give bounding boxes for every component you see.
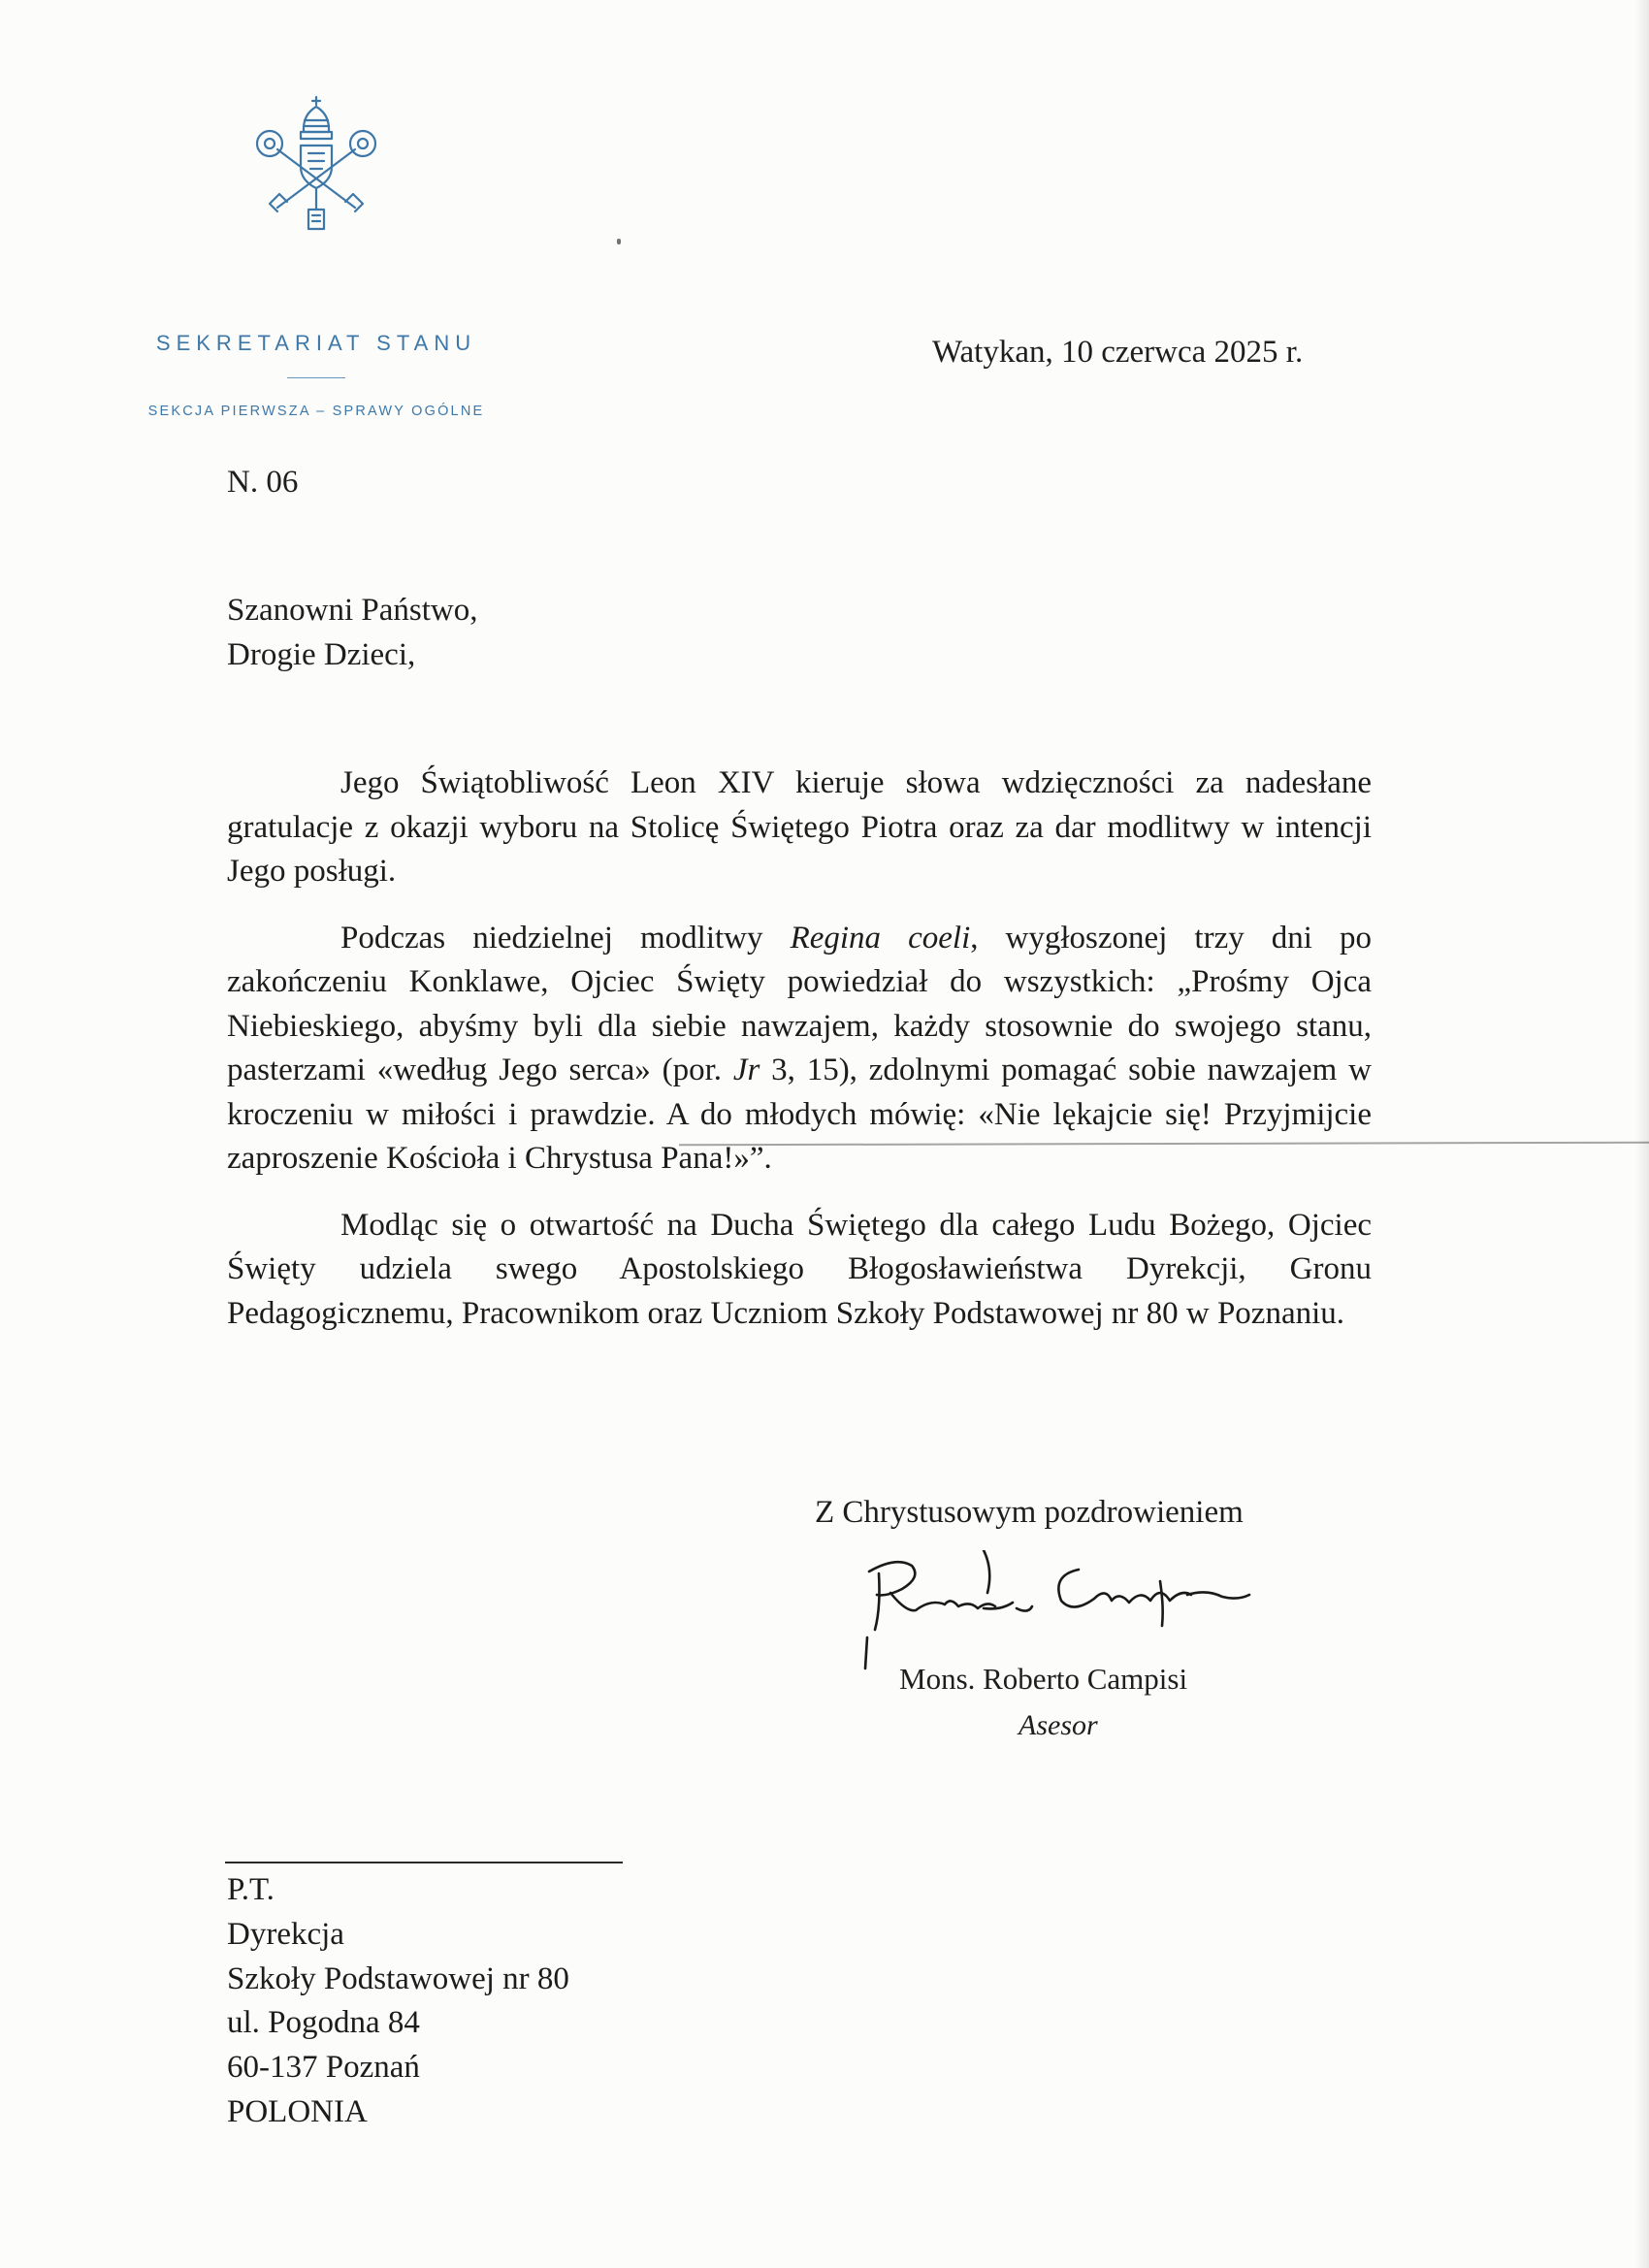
body-text-italic: Regina coeli (790, 920, 971, 956)
scan-speck (617, 239, 621, 244)
body-text: 3, 15), zdolnymi pomagać sobie nawzajem w kroczeniu w miłości i prawdzie. A do młodych mówię: «Nie lękajcie się! Przyjmijcie zaproszenie Kościoła i Chrystusa Pana!»”. (227, 1053, 1372, 1176)
reference-number: N. 06 (227, 465, 299, 500)
letterhead (93, 93, 539, 419)
body-text-italic: Jr (732, 1053, 760, 1087)
body-text: Podczas niedzielnej modlitwy (340, 920, 791, 956)
address-line: P.T. (227, 1872, 275, 1907)
address-line: POLONIA (227, 2093, 368, 2129)
address-line: 60-137 Poznań (227, 2050, 420, 2086)
office-name: SEKRETARIAT STANU (155, 331, 477, 355)
body-paragraph: Jego Świątobliwość Leon XIV kieruje słowa wdzięczności za nadesłane gratulacje z okazji wyboru na Stolicę Świętego Piotra oraz za dar modlitwy w intencji Jego posługi. (227, 765, 1372, 889)
address-line: ul. Pogodna 84 (227, 2005, 420, 2041)
address-line: Dyrekcja (227, 1916, 344, 1952)
recipient-address (227, 1868, 569, 2135)
signer-name: Mons. Roberto Campisi (899, 1662, 1188, 1696)
papal-coat-of-arms-icon (248, 93, 384, 234)
greeting (227, 588, 478, 677)
greeting-line: Drogie Dzieci, (227, 637, 416, 672)
letterhead-divider (287, 377, 345, 378)
closing-line: Z Chrystusowym pozdrowieniem (815, 1495, 1244, 1530)
scan-edge-shadow (1635, 0, 1649, 2268)
letter-body (227, 761, 1372, 1358)
letter-date: Watykan, 10 czerwca 2025 r. (932, 335, 1304, 370)
body-paragraph (227, 917, 1372, 1182)
body-paragraph: Modląc się o otwartość na Ducha Świętego dla całego Ludu Bożego, Ojciec Święty udziela swego Apostolskiego Błogosławieństwa Dyrekcji, Gronu Pedagogicznemu, Pracownikom oraz Uczniom Szkoły Podstawowej nr 80 w Poznaniu. (227, 1207, 1372, 1331)
section-name: SEKCJA PIERWSZA – SPRAWY OGÓLNE (147, 404, 485, 419)
body-text: , wygłoszonej trzy dni po zakończeniu Konklawe, Ojciec Święty powiedział do wszystkich: „Prośmy Ojca Niebieskiego, abyśmy byli dla siebie nawzajem, każdy stosownie do swojego stanu, pasterzami «według Jego serca» (por. (227, 920, 1373, 1087)
greeting-line: Szanowni Państwo, (227, 593, 478, 628)
address-line: Szkoły Podstawowej nr 80 (227, 1960, 569, 1996)
signer-title: Asesor (1018, 1709, 1098, 1741)
address-divider (225, 1862, 623, 1863)
